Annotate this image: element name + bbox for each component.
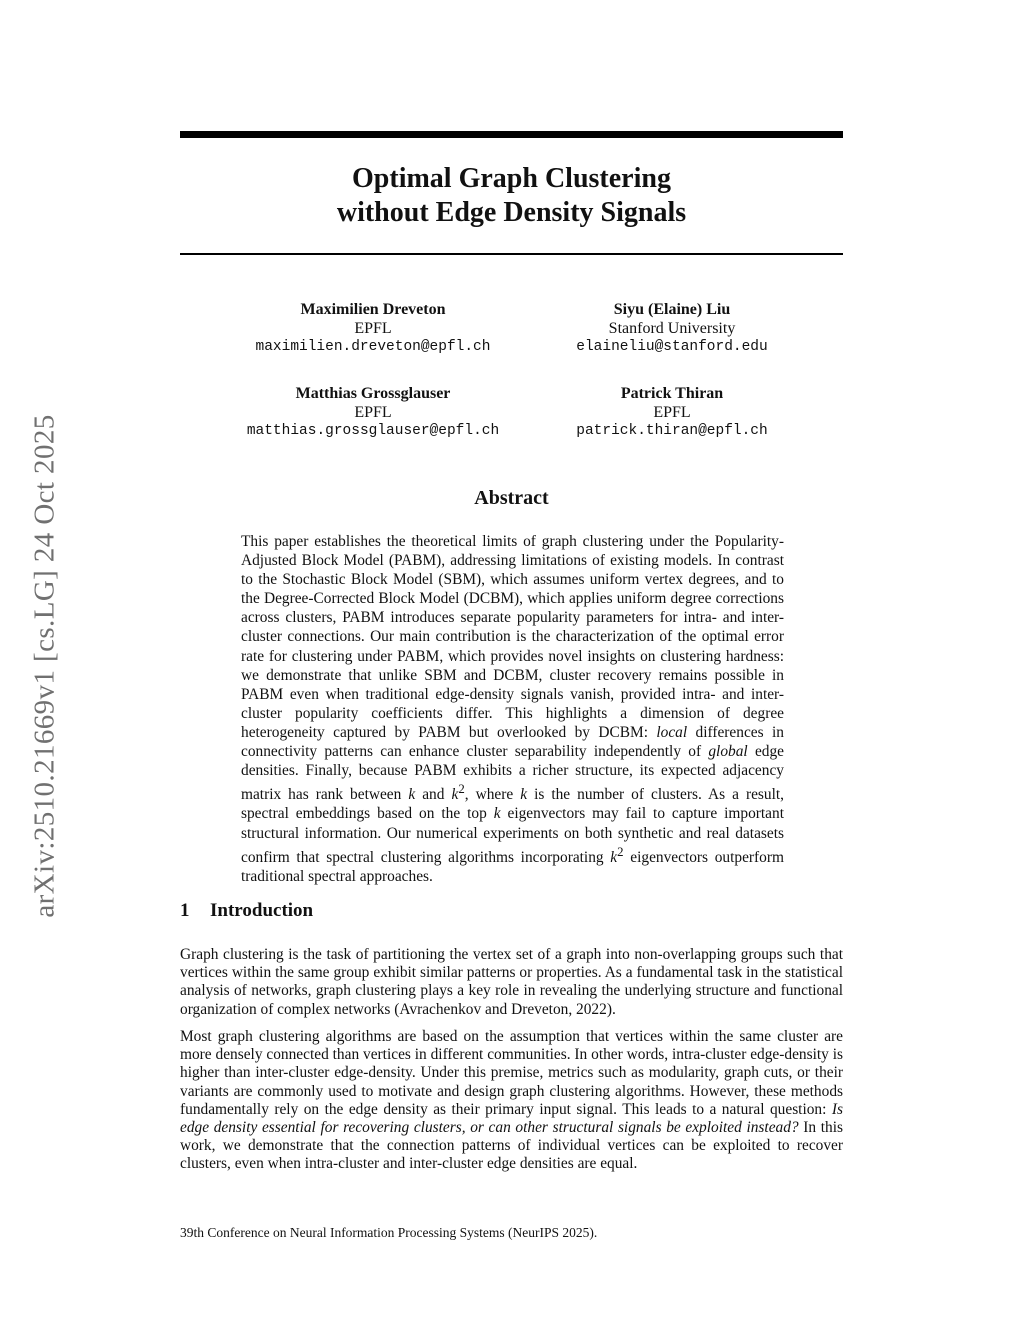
paragraph-text: In this work, we demonstrate that the connection patterns of individual vertices can be exploited to recover clusters, even when intra-cluster and inter-cluster edge densities are equal. [180,1119,843,1173]
abstract-text: edge densities. Finally, because PABM exhibits a richer structure, its expected adjacency matrix has rank between [241,743,784,804]
math-k: k [451,786,459,804]
abstract-text: is the number of clusters. As a result, spectral embeddings based on the top [241,786,784,823]
section-title: Introduction [210,900,314,921]
math-k: k [610,848,618,866]
author-email: maximilien.dreveton@epfl.ch [255,339,491,355]
author-block [208,384,538,441]
author-block [208,300,538,357]
abstract-emphasis: global [708,743,748,761]
title-rule-bottom [180,253,843,255]
paragraph [180,1028,843,1174]
math-k: k [408,786,416,804]
abstract-text: and [422,786,445,804]
abstract-emphasis: local [656,723,688,741]
abstract-body [241,532,784,886]
author-affiliation: Stanford University [608,320,736,337]
abstract-heading: Abstract [474,487,549,509]
section-number: 1 [180,900,190,921]
author-block [507,300,837,357]
author-name: Siyu (Elaine) Liu [613,301,731,318]
conference-footnote: 39th Conference on Neural Information Processing Systems (NeurIPS 2025). [180,1225,598,1240]
title-line-1: Optimal Graph Clustering [352,163,671,194]
title-rule-top [180,131,843,138]
paragraph-emphasis: Is edge density essential for recovering clusters, or can other structural signals be exploited instead? [180,1100,843,1137]
math-k: k [520,786,528,804]
author-affiliation: EPFL [354,320,392,337]
abstract-text: This paper establishes the theoretical limits of graph clustering under the Popularity-Adjusted Block Model (PABM), addressing limitations of existing models. In contrast to the Stochastic Block Model (SBM), which assumes uniform vertex degrees, and to the Degree-Corrected Block Model (DCBM), which applies uniform degree corrections across clusters, PABM introduces separate popularity parameters for intra- and inter-cluster connections. Our main contribution is the characterization of the optimal error rate for clustering under PABM, which provides novel insights on clustering hardness: we demonstrate that unlike SBM and DCBM, cluster recovery remains possible in PABM even when traditional edge-density signals vanish, provided intra- and inter-cluster popularity coefficients differ. This highlights a dimension of degree heterogeneity captured by PABM but overlooked by DCBM: [241,533,784,741]
author-name: Maximilien Dreveton [300,301,446,318]
section-heading-introduction [180,900,843,922]
arxiv-identifier [20,374,70,958]
abstract-text: eigenvectors may fail to capture important structural information. Our numerical experiments on both synthetic and real datasets confirm that spectral clustering algorithms incorporating [241,805,784,866]
math-k: k [493,805,501,823]
abstract-text: , where [464,786,514,804]
math-superscript: 2 [458,782,465,797]
author-block [507,384,837,441]
author-email: matthias.grossglauser@epfl.ch [246,423,500,439]
paper-title [180,162,843,230]
math-superscript: 2 [617,844,624,859]
author-email: patrick.thiran@epfl.ch [576,423,768,439]
author-name: Patrick Thiran [620,385,724,402]
paragraph-text: Most graph clustering algorithms are based on the assumption that vertices within the same cluster are more densely connected than vertices in different communities. In other words, intra-cluster edge-density is higher than inter-cluster edge-density. Under this premise, metrics such as modularity, graph cuts, or their variants are commonly used to motivate and design graph clustering algorithms. However, these methods fundamentally rely on the edge density as their primary input signal. This leads to a natural question: [180,1028,843,1118]
paragraph: Graph clustering is the task of partitioning the vertex set of a graph into non-overlapping groups such that vertices within the same group exhibit similar patterns or properties. As a fundamental task in the statistical analysis of networks, graph clustering plays a key role in revealing the underlying structure and functional organization of complex networks (Avrachenkov and Dreveton, 2022). [180,946,843,1018]
author-name: Matthias Grossglauser [295,385,451,402]
author-email: elaineliu@stanford.edu [576,339,768,355]
abstract-text: differences in connectivity patterns can enhance cluster separability independently of [241,723,784,761]
title-line-2: without Edge Density Signals [336,197,687,228]
author-affiliation: EPFL [653,404,691,421]
abstract-text: eigenvectors outperform traditional spectral approaches. [241,848,784,885]
arxiv-identifier-text: arXiv:2510.21669v1 [cs.LG] 24 Oct 2025 [28,414,61,918]
author-affiliation: EPFL [354,404,392,421]
